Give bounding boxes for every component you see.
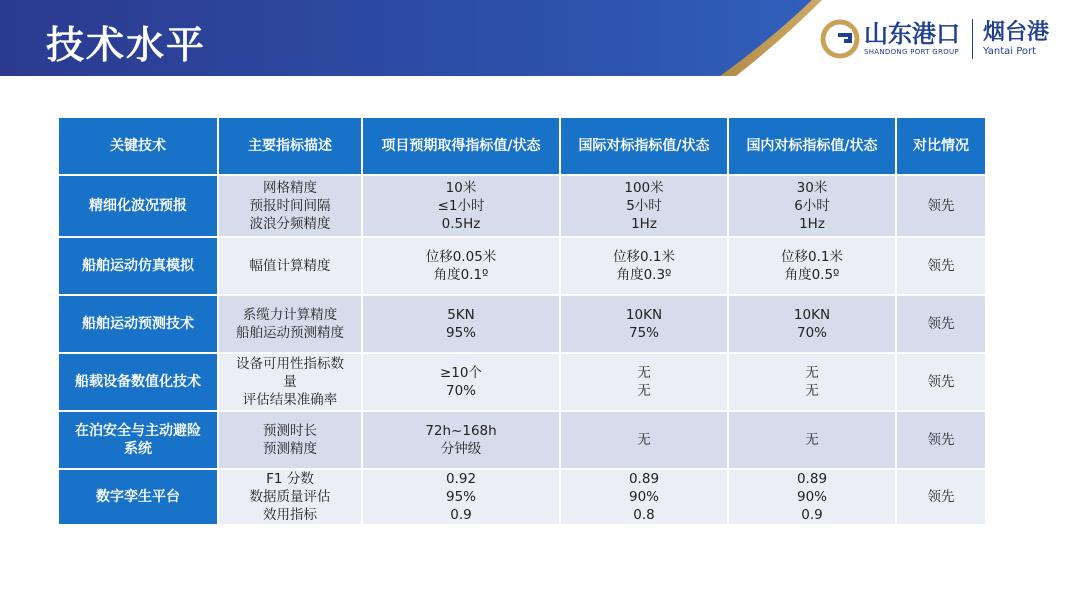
table-row (59, 296, 985, 352)
comparison-result-line: 领先 (927, 432, 955, 448)
tech-name-line: 在泊安全与主动避险 (75, 423, 201, 439)
intl-value-line: 无 (637, 365, 651, 381)
project-value-cell (363, 176, 559, 236)
domestic-value-line: 无 (805, 365, 819, 381)
col-header-intl: 国际对标指标值/状态 (561, 118, 727, 174)
domestic-value-line: 30米 (796, 180, 828, 196)
tech-name-cell (59, 296, 217, 352)
comparison-result-cell (897, 296, 985, 352)
company-name-en: SHANDONG PORT GROUP (864, 48, 959, 56)
indicator-desc-line: 船舶运动预测精度 (236, 325, 344, 341)
project-value-line: ≤1小时 (437, 198, 485, 214)
indicator-desc-line: 预测时长 (263, 423, 317, 439)
indicator-desc-cell (219, 470, 361, 524)
domestic-value-line: 6小时 (794, 198, 830, 214)
intl-value-line: 无 (637, 432, 651, 448)
indicator-desc-line: 量 (283, 374, 297, 390)
indicator-desc-line: 预报时间间隔 (249, 198, 331, 214)
intl-value-cell (561, 412, 727, 468)
domestic-value-line: 0.9 (801, 507, 823, 523)
domestic-value-line: 无 (805, 432, 819, 448)
project-value-line: 72h~168h (425, 423, 497, 439)
domestic-value-cell (729, 470, 895, 524)
indicator-desc-line: 幅值计算精度 (249, 258, 331, 274)
logo-divider (972, 19, 973, 59)
indicator-desc-cell (219, 354, 361, 410)
comparison-result-cell (897, 354, 985, 410)
table-row (59, 470, 985, 524)
intl-value-line: 75% (628, 325, 659, 341)
company-logo (818, 14, 1049, 64)
tech-name-cell (59, 238, 217, 294)
tech-name-cell (59, 176, 217, 236)
indicator-desc-line: 数据质量评估 (249, 489, 331, 505)
intl-value-cell (561, 176, 727, 236)
project-value-line: 角度0.1º (433, 267, 489, 283)
intl-value-line: 无 (637, 383, 651, 399)
project-value-line: 0.5Hz (441, 216, 481, 232)
project-value-line: 0.92 (445, 471, 477, 487)
col-header-tech: 关键技术 (59, 118, 217, 174)
project-value-line: 位移0.05米 (425, 249, 497, 265)
col-header-desc: 主要指标描述 (219, 118, 361, 174)
col-header-project: 项目预期取得指标值/状态 (363, 118, 559, 174)
tech-name-line: 系统 (124, 441, 152, 457)
domestic-value-cell (729, 176, 895, 236)
comparison-result-cell (897, 412, 985, 468)
image-fade-overlay (620, 528, 1060, 576)
project-value-cell (363, 296, 559, 352)
indicator-desc-line: 评估结果准确率 (242, 392, 338, 408)
intl-value-line: 90% (628, 489, 659, 505)
indicator-desc-cell (219, 296, 361, 352)
port-name-en: Yantai Port (983, 45, 1037, 57)
comparison-result-line: 领先 (927, 198, 955, 214)
domestic-value-cell (729, 238, 895, 294)
project-value-cell (363, 412, 559, 468)
domestic-value-line: 0.89 (796, 471, 828, 487)
tech-name-line: 精细化波况预报 (89, 198, 187, 214)
col-header-domestic: 国内对标指标值/状态 (729, 118, 895, 174)
tech-comparison-table (57, 116, 987, 526)
comparison-result-cell (897, 176, 985, 236)
comparison-result-line: 领先 (927, 374, 955, 390)
indicator-desc-line: F1 分数 (266, 471, 314, 487)
company-name-cn: 山东港口 (864, 20, 960, 48)
indicator-desc-line: 效用指标 (263, 507, 317, 523)
domestic-value-line: 无 (805, 383, 819, 399)
domestic-value-cell (729, 354, 895, 410)
domestic-value-cell (729, 296, 895, 352)
comparison-result-line: 领先 (927, 316, 955, 332)
comparison-result-cell (897, 238, 985, 294)
intl-value-cell (561, 354, 727, 410)
port-logo-icon (818, 17, 862, 61)
slide-title: 技术水平 (46, 23, 207, 67)
port-name-cn: 烟台港 (983, 19, 1050, 45)
project-value-line: ≥10个 (440, 365, 482, 381)
intl-value-line: 100米 (624, 180, 664, 196)
table-header-row (59, 118, 985, 174)
intl-value-line: 0.8 (633, 507, 655, 523)
domestic-value-line: 角度0.5º (784, 267, 840, 283)
project-value-line: 95% (445, 325, 476, 341)
intl-value-line: 位移0.1米 (613, 249, 675, 265)
project-value-cell (363, 354, 559, 410)
tech-name-cell (59, 470, 217, 524)
comparison-result-line: 领先 (927, 258, 955, 274)
indicator-desc-cell (219, 412, 361, 468)
tech-name-line: 船载设备数值化技术 (75, 374, 201, 390)
indicator-desc-line: 系缆力计算精度 (242, 307, 338, 323)
project-value-cell (363, 470, 559, 524)
col-header-compare: 对比情况 (897, 118, 985, 174)
tech-name-cell (59, 412, 217, 468)
indicator-desc-line: 网格精度 (263, 180, 317, 196)
project-value-line: 10米 (445, 180, 477, 196)
domestic-value-cell (729, 412, 895, 468)
project-value-line: 0.9 (450, 507, 472, 523)
tech-name-cell (59, 354, 217, 410)
project-value-line: 95% (445, 489, 476, 505)
project-value-cell (363, 238, 559, 294)
domestic-value-line: 90% (796, 489, 827, 505)
intl-value-line: 0.89 (628, 471, 660, 487)
tech-name-line: 船舶运动预测技术 (82, 316, 194, 332)
tech-name-line: 数字孪生平台 (96, 489, 180, 505)
indicator-desc-line: 设备可用性指标数 (236, 356, 344, 372)
table-row (59, 412, 985, 468)
intl-value-line: 5小时 (626, 198, 662, 214)
domestic-value-line: 10KN (793, 307, 831, 323)
comparison-result-cell (897, 470, 985, 524)
intl-value-line: 角度0.3º (616, 267, 672, 283)
intl-value-cell (561, 296, 727, 352)
title-bar (0, 0, 1080, 76)
table-row (59, 354, 985, 410)
domestic-value-line: 1Hz (799, 216, 825, 232)
domestic-value-line: 位移0.1米 (781, 249, 843, 265)
domestic-value-line: 70% (796, 325, 827, 341)
project-value-line: 5KN (447, 307, 475, 323)
table-row (59, 176, 985, 236)
project-value-line: 70% (445, 383, 476, 399)
intl-value-line: 10KN (625, 307, 663, 323)
project-value-line: 分钟级 (440, 441, 482, 457)
table-row (59, 238, 985, 294)
comparison-result-line: 领先 (927, 489, 955, 505)
indicator-desc-line: 波浪分频精度 (249, 216, 331, 232)
intl-value-cell (561, 470, 727, 524)
indicator-desc-line: 预测精度 (263, 441, 317, 457)
intl-value-line: 1Hz (631, 216, 657, 232)
tech-name-line: 船舶运动仿真模拟 (82, 258, 194, 274)
indicator-desc-cell (219, 238, 361, 294)
indicator-desc-cell (219, 176, 361, 236)
intl-value-cell (561, 238, 727, 294)
